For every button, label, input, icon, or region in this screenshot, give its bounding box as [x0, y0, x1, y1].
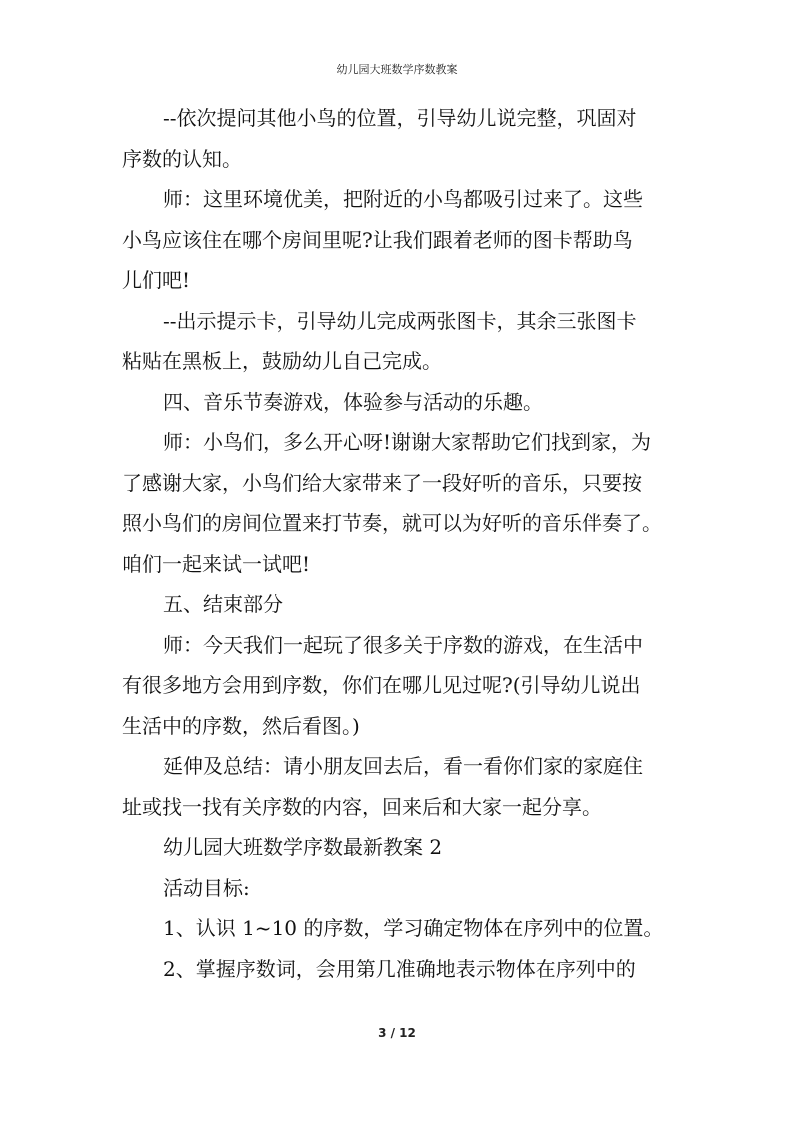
paragraph-line: 有很多地方会用到序数，你们在哪儿见过呢?(引导幼儿说出 — [122, 673, 641, 697]
paragraph-line: 址或找一找有关序数的内容，回来后和大家一起分享。 — [122, 794, 602, 819]
page-number: 3 / 12 — [378, 1026, 416, 1040]
paragraph-line: --依次提问其他小鸟的位置，引导幼儿说完整，巩固对 — [163, 106, 637, 130]
paragraph-line: 活动目标: — [163, 875, 250, 900]
document-body — [122, 98, 682, 989]
paragraph-line: 序数的认知。 — [122, 146, 242, 171]
paragraph-line: 师：今天我们一起玩了很多关于序数的游戏，在生活中 — [163, 632, 643, 657]
section-heading: 幼儿园大班数学序数最新教案 2 — [163, 835, 443, 859]
paragraph-line: 师：小鸟们，多么开心呀!谢谢大家帮助它们找到家，为 — [163, 430, 652, 454]
paragraph-line: --出示提示卡，引导幼儿完成两张图卡，其余三张图卡 — [163, 308, 637, 333]
section-heading: 四、音乐节奏游戏，体验参与活动的乐趣。 — [163, 389, 543, 414]
paragraph-line: 1、认识 1~10 的序数，学习确定物体在序列中的位置。 — [163, 916, 664, 940]
paragraph-line: 咱们一起来试一试吧! — [122, 551, 311, 576]
section-heading: 五、结束部分 — [163, 592, 283, 616]
paragraph-line: 儿们吧! — [122, 268, 191, 292]
paragraph-line: 生活中的序数，然后看图。) — [122, 713, 360, 738]
paragraph-line: 2、掌握序数词，会用第几准确地表示物体在序列中的 — [163, 956, 636, 981]
paragraph-line: 小鸟应该住在哪个房间里呢?让我们跟着老师的图卡帮助鸟 — [122, 227, 633, 252]
paragraph-line: 师：这里环境优美，把附近的小鸟都吸引过来了。这些 — [163, 187, 643, 211]
paragraph-line: 照小鸟们的房间位置来打节奏，就可以为好听的音乐伴奏了。 — [122, 511, 662, 535]
paragraph-line: 了感谢大家，小鸟们给大家带来了一段好听的音乐，只要按 — [122, 470, 642, 495]
paragraph-line: 延伸及总结：请小朋友回去后，看一看你们家的家庭住 — [163, 754, 643, 778]
page-header: 幼儿园大班数学序数教案 — [336, 63, 458, 76]
paragraph-line: 粘贴在黑板上，鼓励幼儿自己完成。 — [122, 349, 442, 373]
